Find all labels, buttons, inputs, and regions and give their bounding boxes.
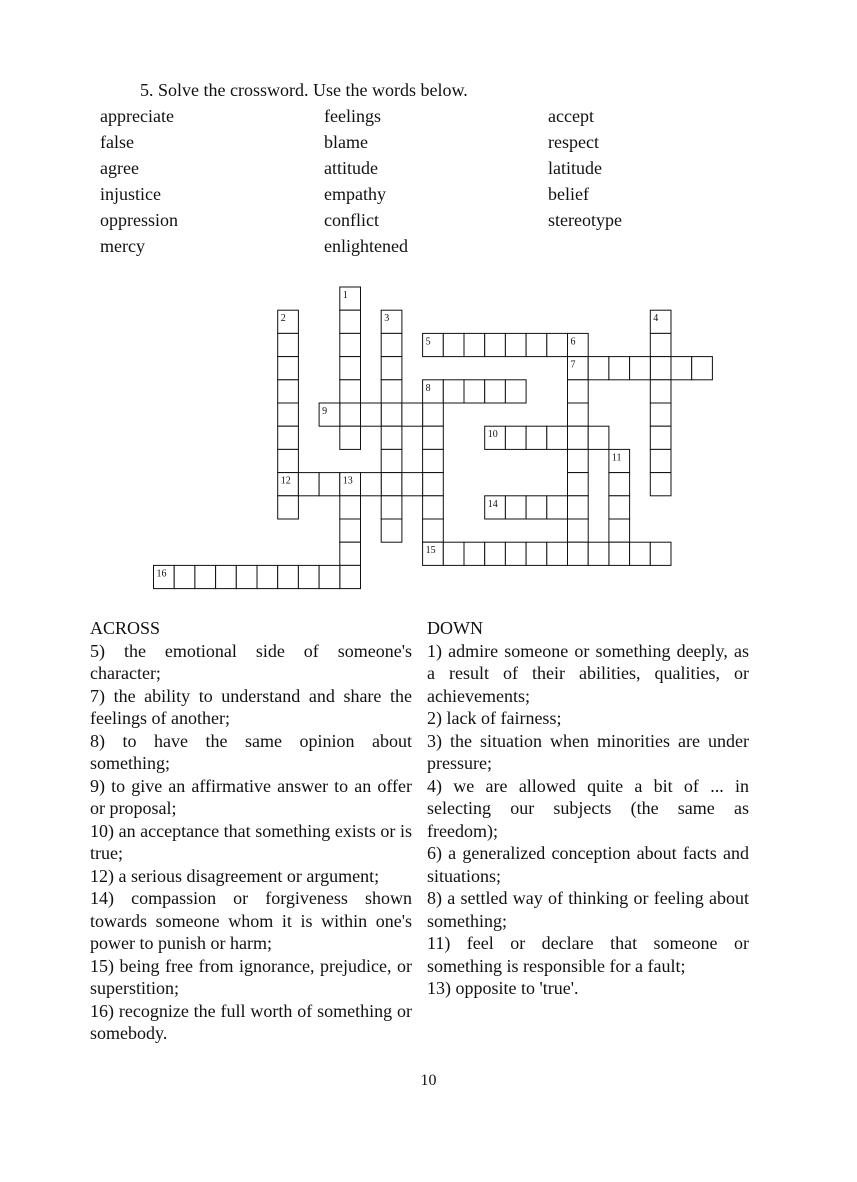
crossword-cell[interactable]	[340, 519, 361, 542]
cell-number: 15	[425, 545, 436, 557]
crossword-cell[interactable]	[423, 449, 444, 472]
crossword-cell[interactable]	[650, 357, 671, 380]
crossword-cell[interactable]	[257, 565, 278, 588]
word-bank-item: enlightened	[324, 236, 408, 256]
crossword-cell[interactable]	[568, 449, 589, 472]
crossword-cell[interactable]	[381, 496, 402, 519]
crossword-cell[interactable]	[278, 380, 299, 403]
crossword-cell[interactable]	[568, 403, 589, 426]
cell-number: 8	[425, 382, 431, 394]
crossword-cell[interactable]	[671, 357, 692, 380]
crossword-cell[interactable]	[423, 496, 444, 519]
crossword-cell[interactable]	[588, 542, 609, 565]
clue-across: 9) to give an affirmative answer to an offer or proposal;	[90, 775, 412, 818]
crossword-cell[interactable]	[195, 565, 216, 588]
crossword-cell[interactable]	[464, 542, 485, 565]
word-bank-item: appreciate	[100, 106, 174, 126]
cell-number: 7	[570, 359, 576, 371]
crossword-cell[interactable]	[278, 333, 299, 356]
crossword-cell[interactable]	[650, 542, 671, 565]
word-bank-item: blame	[324, 132, 368, 152]
crossword-cell[interactable]	[381, 333, 402, 356]
crossword-cell[interactable]	[278, 357, 299, 380]
crossword-cell[interactable]	[381, 449, 402, 472]
clue-across: 12) a serious disagreement or argument;	[90, 865, 380, 886]
crossword-cell[interactable]	[361, 473, 382, 496]
crossword-cell[interactable]	[278, 565, 299, 588]
crossword-cell[interactable]	[650, 403, 671, 426]
word-bank-item: agree	[100, 158, 139, 178]
crossword-cell[interactable]	[423, 519, 444, 542]
clue-down: 11) feel or declare that someone or something is responsible for a fault;	[427, 933, 749, 976]
cell-number: 2	[280, 313, 286, 325]
crossword-cell[interactable]	[381, 403, 402, 426]
word-bank-item: false	[100, 132, 134, 152]
clue-across: 15) being free from ignorance, prejudice, or superstition;	[90, 955, 412, 998]
crossword-cell[interactable]	[340, 496, 361, 519]
cell-number: 11	[611, 452, 622, 464]
crossword-cell[interactable]	[402, 403, 423, 426]
word-bank-item: belief	[548, 184, 589, 204]
crossword-cell[interactable]	[609, 542, 630, 565]
word-bank-item: attitude	[324, 158, 378, 178]
across-heading: ACROSS	[90, 618, 161, 638]
cell-number: 16	[156, 568, 167, 580]
crossword-cell[interactable]	[526, 333, 547, 356]
word-bank-item: conflict	[324, 210, 379, 230]
crossword-cell[interactable]	[381, 357, 402, 380]
crossword-cell[interactable]	[568, 496, 589, 519]
crossword-cell[interactable]	[650, 473, 671, 496]
crossword-cell[interactable]	[340, 403, 361, 426]
crossword-cell[interactable]	[402, 473, 423, 496]
crossword-cell[interactable]	[361, 403, 382, 426]
clue-across: 16) recognize the full worth of something or somebody.	[90, 1000, 412, 1043]
clue-down: 4) we are allowed quite a bit of ... in selecting our subjects (the same as freedom);	[427, 775, 749, 841]
clue-across: 8) to have the same opinion about something;	[90, 730, 412, 773]
clue-down: 6) a generalized conception about facts and situations;	[427, 843, 749, 886]
crossword-cell[interactable]	[464, 333, 485, 356]
crossword-cell[interactable]	[526, 426, 547, 449]
clue-across: 14) compassion or forgiveness shown towards someone whom it is within one's power to punish or harm;	[90, 888, 412, 953]
crossword-cell[interactable]	[216, 565, 237, 588]
crossword-cell[interactable]	[485, 333, 506, 356]
cell-number: 1	[342, 290, 348, 301]
cell-number: 5	[425, 336, 431, 348]
crossword-cell[interactable]	[278, 426, 299, 449]
clue-down: 1) admire someone or something deeply, as a result of their abilities, qualities, or achievements;	[427, 640, 749, 706]
cell-number: 3	[384, 313, 390, 325]
crossword-cell[interactable]	[692, 357, 713, 380]
crossword-cell[interactable]	[609, 357, 630, 380]
crossword-cell[interactable]	[568, 473, 589, 496]
crossword-cell[interactable]	[505, 333, 526, 356]
clue-across: 7) the ability to understand and share the feelings of another;	[90, 685, 412, 728]
crossword-cell[interactable]	[505, 542, 526, 565]
crossword-cell[interactable]	[423, 403, 444, 426]
crossword-cell[interactable]	[443, 333, 464, 356]
word-bank-item: stereotype	[548, 210, 622, 230]
cell-number: 10	[487, 429, 498, 441]
crossword-cell[interactable]	[340, 542, 361, 565]
word-bank-item: injustice	[100, 184, 161, 204]
crossword-cell[interactable]	[505, 426, 526, 449]
across-clues	[90, 617, 412, 1045]
crossword-cell[interactable]	[485, 542, 506, 565]
crossword-cell[interactable]	[547, 333, 568, 356]
crossword-cell[interactable]	[526, 542, 547, 565]
crossword-cell[interactable]	[547, 426, 568, 449]
crossword-cell[interactable]	[298, 473, 319, 496]
crossword-cell[interactable]	[630, 357, 651, 380]
down-clues	[427, 617, 749, 1000]
clue-down: 8) a settled way of thinking or feeling about something;	[427, 888, 749, 931]
cell-number: 13	[342, 475, 353, 487]
crossword-cell[interactable]	[443, 380, 464, 403]
crossword-cell[interactable]	[547, 542, 568, 565]
word-bank-item: latitude	[548, 158, 602, 178]
word-bank-item: oppression	[100, 210, 178, 230]
clue-down: 2) lack of fairness;	[427, 708, 562, 728]
word-bank-item: respect	[548, 132, 599, 152]
crossword-cell[interactable]	[443, 542, 464, 565]
crossword-cell[interactable]	[381, 519, 402, 542]
crossword-cell[interactable]	[650, 426, 671, 449]
crossword-cell[interactable]	[568, 380, 589, 403]
word-bank-item: mercy	[100, 236, 145, 256]
clue-across: 10) an acceptance that something exists or is true;	[90, 820, 412, 863]
crossword-cell[interactable]	[319, 565, 340, 588]
crossword-cell[interactable]	[588, 357, 609, 380]
cell-number: 6	[570, 336, 576, 348]
crossword-cell[interactable]	[609, 473, 630, 496]
crossword-cell[interactable]	[609, 519, 630, 542]
crossword-cell[interactable]	[340, 565, 361, 588]
crossword-cell[interactable]	[278, 449, 299, 472]
cell-number: 14	[487, 498, 498, 510]
crossword-cell[interactable]	[650, 333, 671, 356]
crossword-cell[interactable]	[630, 542, 651, 565]
crossword-cell[interactable]	[319, 473, 340, 496]
crossword-cell[interactable]	[423, 426, 444, 449]
crossword-cell[interactable]	[340, 357, 361, 380]
clue-down: 3) the situation when minorities are under pressure;	[427, 730, 749, 773]
cell-number: 4	[653, 313, 659, 325]
crossword-cell[interactable]	[464, 380, 485, 403]
word-bank-item: empathy	[324, 184, 386, 204]
crossword-cell[interactable]	[505, 380, 526, 403]
word-bank-item: feelings	[324, 106, 381, 126]
crossword-cell[interactable]	[278, 403, 299, 426]
crossword-cell[interactable]	[485, 380, 506, 403]
crossword-cell[interactable]	[381, 426, 402, 449]
word-bank-item: accept	[548, 106, 594, 126]
cell-number: 12	[280, 475, 291, 487]
crossword-cell[interactable]	[236, 565, 257, 588]
crossword-cell[interactable]	[526, 496, 547, 519]
crossword-cell[interactable]	[568, 426, 589, 449]
crossword-cell[interactable]	[174, 565, 195, 588]
crossword-cell[interactable]	[568, 519, 589, 542]
crossword-cell[interactable]	[547, 496, 568, 519]
clue-across: 5) the emotional side of someone's character;	[90, 640, 412, 683]
crossword-cell[interactable]	[340, 426, 361, 449]
crossword-cell[interactable]	[505, 496, 526, 519]
crossword-cell[interactable]	[340, 380, 361, 403]
crossword-cell[interactable]	[340, 333, 361, 356]
crossword-cell[interactable]	[568, 542, 589, 565]
crossword-cell[interactable]	[423, 473, 444, 496]
crossword-cell[interactable]	[650, 449, 671, 472]
cell-number: 9	[322, 406, 328, 417]
task-instruction: 5. Solve the crossword. Use the words below.	[140, 80, 468, 100]
crossword-cell[interactable]	[588, 426, 609, 449]
crossword-cell[interactable]	[278, 496, 299, 519]
down-heading: DOWN	[427, 618, 483, 638]
crossword-cell[interactable]	[609, 496, 630, 519]
crossword-cell[interactable]	[340, 310, 361, 333]
crossword-cell[interactable]	[381, 473, 402, 496]
crossword-cell[interactable]	[650, 380, 671, 403]
page-number: 10	[420, 1072, 437, 1089]
crossword-cell[interactable]	[381, 380, 402, 403]
crossword-cell[interactable]	[298, 565, 319, 588]
clue-down: 13) opposite to 'true'.	[427, 978, 579, 998]
